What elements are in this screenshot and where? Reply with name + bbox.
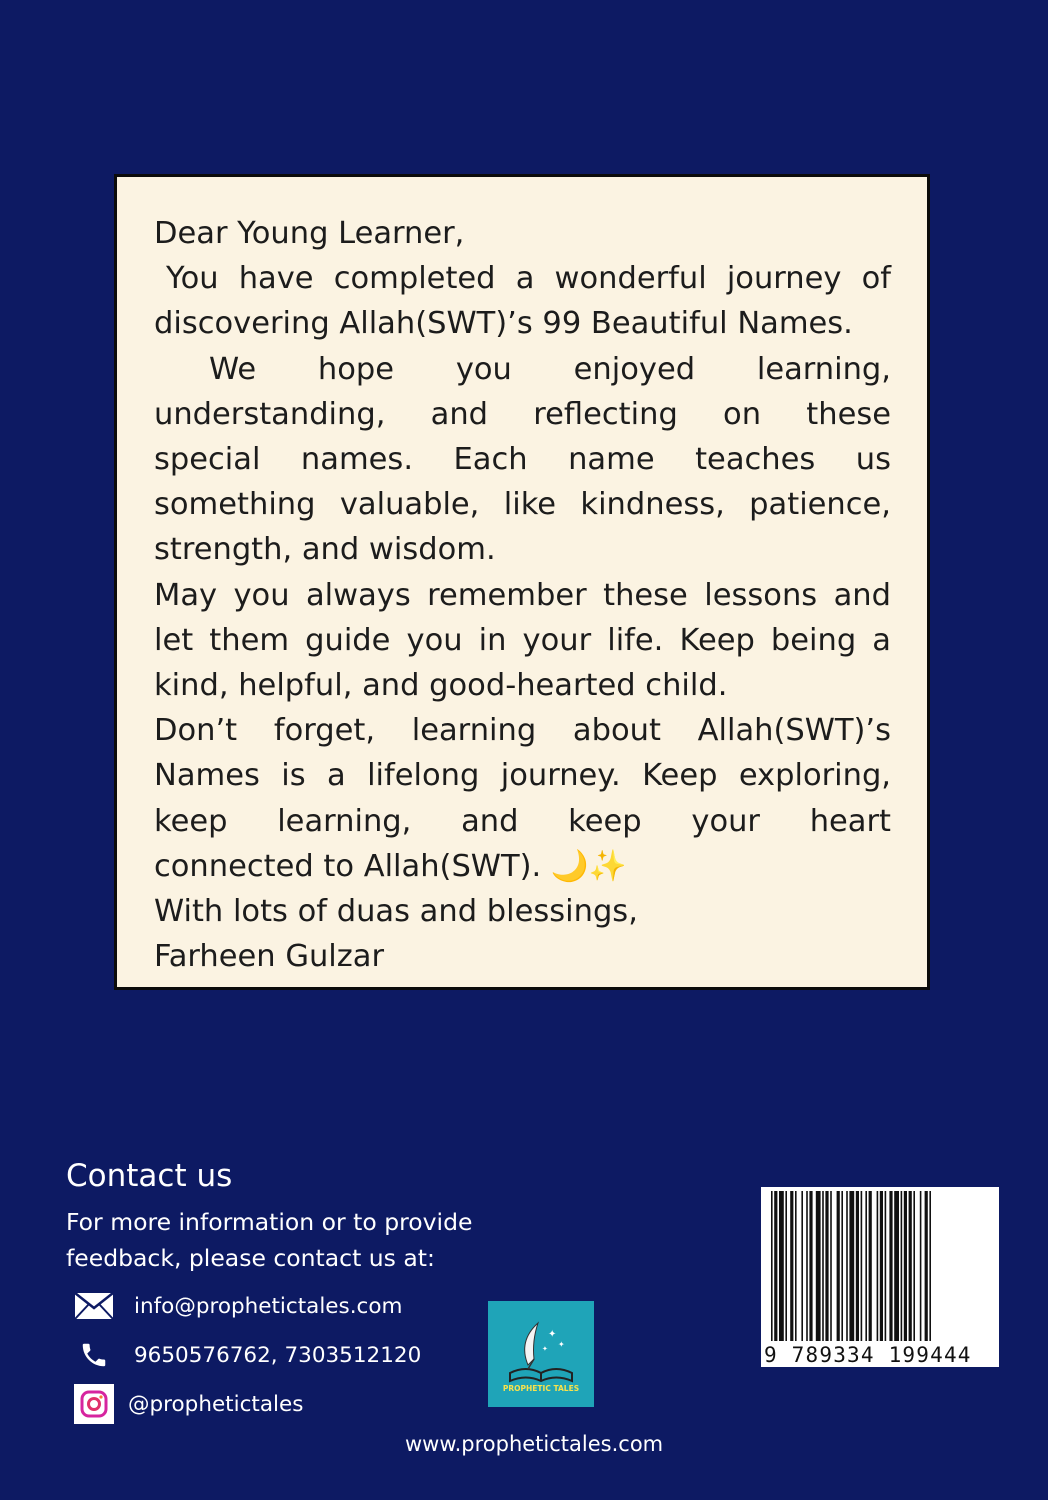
contact-email[interactable]: info@prophetictales.com bbox=[134, 1293, 403, 1319]
letter-line: May you always remember these lessons and bbox=[154, 577, 891, 613]
letter-line: Don’t forget, learning about Allah(SWT)’s bbox=[154, 713, 891, 749]
letter-line: discovering Allah(SWT)’s 99 Beautiful Names. bbox=[154, 306, 853, 342]
letter-line: You have completed a wonderful journey of bbox=[166, 261, 891, 297]
barcode-bar bbox=[929, 1191, 931, 1341]
barcode-bar bbox=[904, 1191, 907, 1341]
letter-box bbox=[114, 174, 930, 990]
contact-section bbox=[66, 1158, 526, 1276]
svg-text:✦: ✦ bbox=[558, 1340, 565, 1349]
letter-line: We hope you enjoyed learning, bbox=[209, 351, 891, 387]
barcode-bar bbox=[837, 1191, 840, 1341]
website-link[interactable]: www.prophetictales.com bbox=[405, 1432, 664, 1456]
isbn-barcode bbox=[761, 1187, 999, 1367]
barcode-bar bbox=[913, 1191, 915, 1341]
barcode-bar bbox=[785, 1191, 787, 1341]
letter-line: understanding, and reflecting on these bbox=[154, 396, 891, 432]
letter-line: keep learning, and keep your heart bbox=[154, 803, 891, 839]
contact-email-row[interactable] bbox=[74, 1290, 402, 1322]
barcode-bar bbox=[880, 1191, 883, 1341]
contact-phone-row[interactable] bbox=[74, 1339, 421, 1371]
barcode-bar bbox=[795, 1191, 797, 1341]
barcode-bar bbox=[894, 1191, 899, 1341]
barcode-bars bbox=[761, 1187, 999, 1345]
barcode-bar bbox=[901, 1191, 903, 1341]
barcode-bar bbox=[885, 1191, 887, 1341]
barcode-bar bbox=[825, 1191, 828, 1341]
barcode-bar bbox=[830, 1191, 832, 1341]
barcode-bar bbox=[869, 1191, 872, 1341]
letter-line: something valuable, like kindness, patience, bbox=[154, 487, 891, 523]
barcode-bar bbox=[909, 1191, 912, 1341]
barcode-bar bbox=[822, 1191, 824, 1341]
barcode-bar bbox=[809, 1191, 812, 1341]
barcode-bar bbox=[846, 1191, 848, 1341]
barcode-bar bbox=[774, 1191, 777, 1341]
svg-text:✦: ✦ bbox=[542, 1345, 548, 1353]
mail-icon bbox=[74, 1290, 114, 1322]
barcode-bar bbox=[801, 1191, 803, 1341]
barcode-bar bbox=[779, 1191, 784, 1341]
barcode-bar bbox=[816, 1191, 821, 1341]
letter-closing: With lots of duas and blessings, bbox=[154, 894, 638, 930]
contact-instagram[interactable]: @prophetictales bbox=[128, 1391, 304, 1417]
barcode-bar bbox=[889, 1191, 892, 1341]
letter-line: let them guide you in your life. Keep being a bbox=[154, 622, 891, 658]
barcode-bar bbox=[849, 1191, 854, 1341]
publisher-logo bbox=[488, 1301, 594, 1407]
letter-line: connected to Allah(SWT). 🌙✨ bbox=[154, 848, 627, 884]
barcode-bar bbox=[861, 1191, 863, 1341]
letter-signature: Farheen Gulzar bbox=[154, 939, 385, 975]
barcode-bar bbox=[841, 1191, 843, 1341]
contact-instagram-row[interactable] bbox=[74, 1384, 303, 1424]
letter-line: Names is a lifelong journey. Keep exploring, bbox=[154, 758, 891, 794]
barcode-bar bbox=[771, 1191, 773, 1341]
barcode-bar bbox=[856, 1191, 859, 1341]
barcode-bar bbox=[877, 1191, 879, 1341]
barcode-bar bbox=[806, 1191, 808, 1341]
barcode-bar bbox=[925, 1191, 928, 1341]
barcode-bar bbox=[920, 1191, 922, 1341]
letter-line: strength, and wisdom. bbox=[154, 532, 496, 568]
contact-phone[interactable]: 9650576762, 7303512120 bbox=[134, 1342, 422, 1368]
letter-salutation: Dear Young Learner, bbox=[154, 216, 465, 251]
barcode-bar bbox=[790, 1191, 793, 1341]
letter-line: kind, helpful, and good-hearted child. bbox=[154, 668, 728, 704]
barcode-number: 9 789334 199444 bbox=[764, 1343, 972, 1367]
contact-title: Contact us bbox=[66, 1158, 233, 1194]
barcode-bar bbox=[865, 1191, 867, 1341]
contact-description: For more information or to provide feedback, please contact us at: bbox=[66, 1208, 473, 1272]
svg-text:✦: ✦ bbox=[548, 1329, 557, 1340]
logo-text: PROPHETIC TALES bbox=[502, 1384, 580, 1393]
instagram-icon bbox=[74, 1384, 114, 1424]
phone-icon bbox=[74, 1339, 114, 1371]
letter-line: special names. Each name teaches us bbox=[154, 442, 891, 478]
